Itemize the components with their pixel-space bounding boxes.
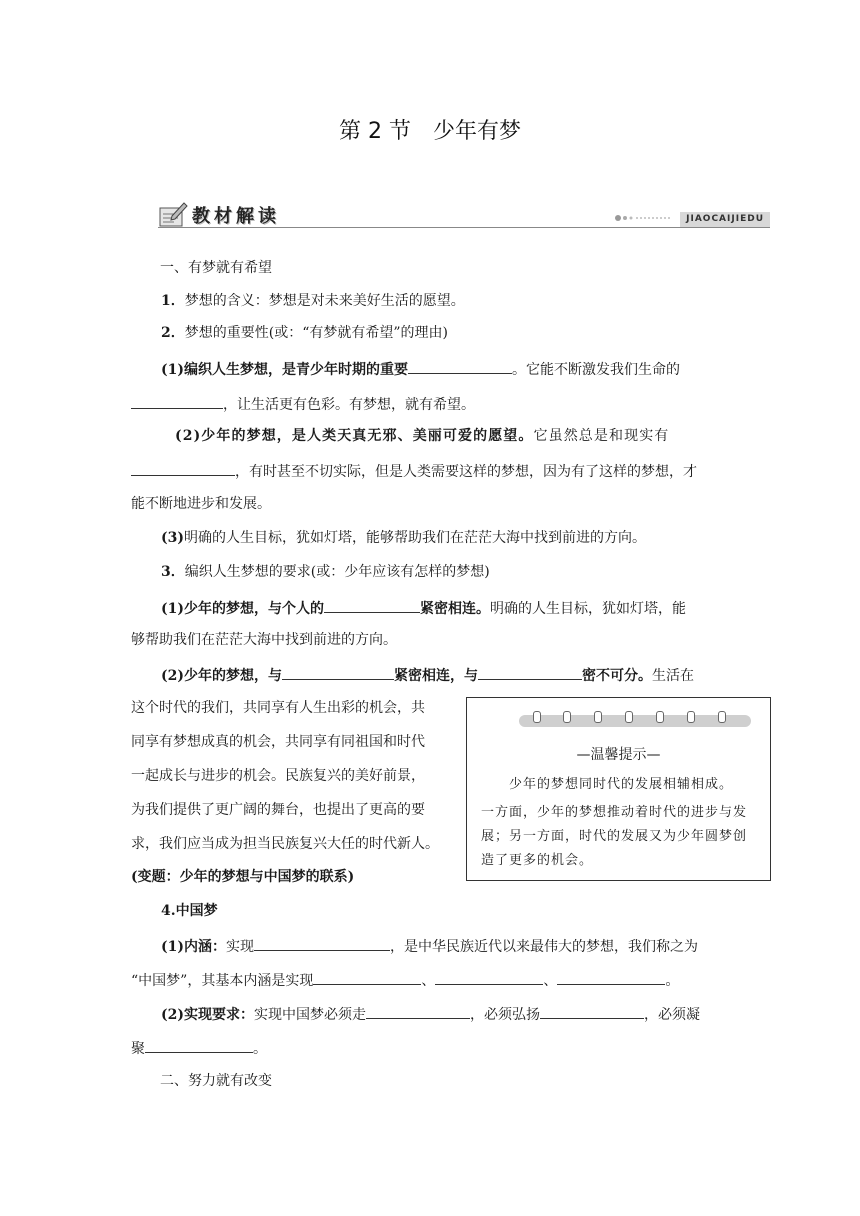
fill-blank[interactable] xyxy=(282,664,394,680)
text: (2)少年的梦想，与 xyxy=(161,668,282,684)
text: 紧密相连，与 xyxy=(394,668,478,684)
text: ，必须弘扬 xyxy=(470,1007,540,1023)
text: 梦想的含义：梦想是对未来美好生活的愿望。 xyxy=(184,293,465,309)
text: 、 xyxy=(421,973,436,989)
text: 明确的人生目标，犹如灯塔，能够帮助我们在茫茫大海中找到前进的方向。 xyxy=(184,530,646,546)
fill-blank[interactable] xyxy=(145,1037,253,1053)
paragraph-3-1-cont: 够帮助我们在茫茫大海中找到前进的方向。 xyxy=(131,632,397,648)
text: ，有时甚至不切实际，但是人类需要这样的梦想，因为有了这样的梦想，才 xyxy=(235,464,697,480)
paragraph-3-1 xyxy=(161,597,686,619)
page-title: 第 2 节 少年有梦 xyxy=(339,119,521,144)
text: (1)内涵： xyxy=(161,939,226,955)
paragraph-1 xyxy=(161,291,465,311)
banner-divider xyxy=(158,227,770,228)
section-heading-2: 二、努力就有改变 xyxy=(160,1073,272,1089)
paragraph-3 xyxy=(161,562,490,582)
section-heading-1: 一、有梦就有希望 xyxy=(160,260,272,276)
paragraph-2-3 xyxy=(161,528,646,548)
paragraph-2-1-cont xyxy=(131,393,475,415)
fill-blank[interactable] xyxy=(324,597,420,613)
fill-blank[interactable] xyxy=(540,1003,644,1019)
text: (1)编织人生梦想，是青少年时期的重要 xyxy=(161,362,408,378)
paragraph-4-1 xyxy=(161,935,698,957)
text: 明确的人生目标，犹如灯塔，能 xyxy=(490,601,686,617)
tip-line-2: 一方面，少年的梦想推动着时代的进步与发 xyxy=(481,805,748,820)
banner-tag: JIAOCAIJIEDU xyxy=(680,212,770,227)
fill-blank[interactable] xyxy=(131,460,235,476)
paragraph-4: 4.中国梦 xyxy=(161,903,218,919)
text: 实现中国梦必须走 xyxy=(254,1007,366,1023)
text: (3) xyxy=(161,530,184,546)
fill-blank[interactable] xyxy=(478,664,582,680)
text: 密不可分。 xyxy=(582,668,652,684)
text: “中国梦”，其基本内涵是实现 xyxy=(131,973,314,989)
tip-line-4: 造了更多的机会。 xyxy=(481,853,594,868)
text: 生活在 xyxy=(652,668,694,684)
text: 实现 xyxy=(226,939,254,955)
wrapped-line-2: 同享有梦想成真的机会，共同享有同祖国和时代 xyxy=(131,734,425,750)
tip-title: —温馨提示— xyxy=(576,747,661,763)
text: 梦想的重要性(或：“有梦就有希望”的理由) xyxy=(184,325,448,341)
text: ，让生活更有色彩。有梦想，就有希望。 xyxy=(223,397,475,413)
text: ，是中华民族近代以来最伟大的梦想，我们称之为 xyxy=(390,939,698,955)
tip-box xyxy=(466,697,771,881)
section-banner xyxy=(158,200,770,230)
fill-blank[interactable] xyxy=(435,969,543,985)
fill-blank[interactable] xyxy=(408,358,512,374)
paragraph-2-1 xyxy=(161,358,680,380)
item-number: 3． xyxy=(161,564,185,580)
paragraph-2-2-cont xyxy=(131,460,697,482)
fill-blank[interactable] xyxy=(254,935,390,951)
text: (2)实现要求： xyxy=(161,1007,254,1023)
paragraph-2-2 xyxy=(175,426,669,446)
fill-blank[interactable] xyxy=(313,969,421,985)
item-number: 2． xyxy=(161,325,185,341)
text: ，必须凝 xyxy=(644,1007,700,1023)
wrapped-line-4: 为我们提供了更广阔的舞台，也提出了更高的要 xyxy=(131,802,425,818)
text: 。 xyxy=(253,1041,267,1057)
fill-blank[interactable] xyxy=(366,1003,470,1019)
text: 。它能不断激发我们生命的 xyxy=(512,362,680,378)
fill-blank[interactable] xyxy=(131,393,223,409)
text: 、 xyxy=(543,973,558,989)
pencil-notebook-icon xyxy=(158,200,188,230)
paragraph-2 xyxy=(161,323,448,343)
paragraph-3-2 xyxy=(161,664,694,686)
item-number: 1． xyxy=(161,293,185,309)
dots-decoration-icon xyxy=(614,213,670,223)
tip-binder-icon xyxy=(519,715,751,727)
paragraph-2-2-end: 能不断地进步和发展。 xyxy=(131,496,271,512)
wrapped-line-1: 这个时代的我们，共同享有人生出彩的机会，共 xyxy=(131,700,425,716)
text: (1)少年的梦想，与个人的 xyxy=(161,601,324,617)
text: 它虽然总是和现实有 xyxy=(533,428,670,444)
text: 聚 xyxy=(131,1041,145,1057)
text: 编织人生梦想的要求(或：少年应该有怎样的梦想) xyxy=(184,564,490,580)
text: 。 xyxy=(665,973,680,989)
wrapped-line-5: 求，我们应当成为担当民族复兴大任的时代新人。 xyxy=(131,836,439,852)
text: 紧密相连。 xyxy=(420,601,490,617)
banner-title: 教材解读 xyxy=(192,206,280,227)
variant-note: (变题：少年的梦想与中国梦的联系) xyxy=(131,869,355,885)
fill-blank[interactable] xyxy=(557,969,665,985)
paragraph-4-2 xyxy=(161,1003,700,1025)
tip-line-1: 少年的梦想同时代的发展相辅相成。 xyxy=(509,777,734,792)
wrapped-line-3: 一起成长与进步的机会。民族复兴的美好前景， xyxy=(131,768,425,784)
tip-line-3: 展；另一方面，时代的发展又为少年圆梦创 xyxy=(481,829,748,844)
paragraph-4-2-cont xyxy=(131,1037,267,1059)
paragraph-4-1-cont xyxy=(131,969,679,991)
text: (2)少年的梦想，是人类天真无邪、美丽可爱的愿望。 xyxy=(175,428,534,444)
